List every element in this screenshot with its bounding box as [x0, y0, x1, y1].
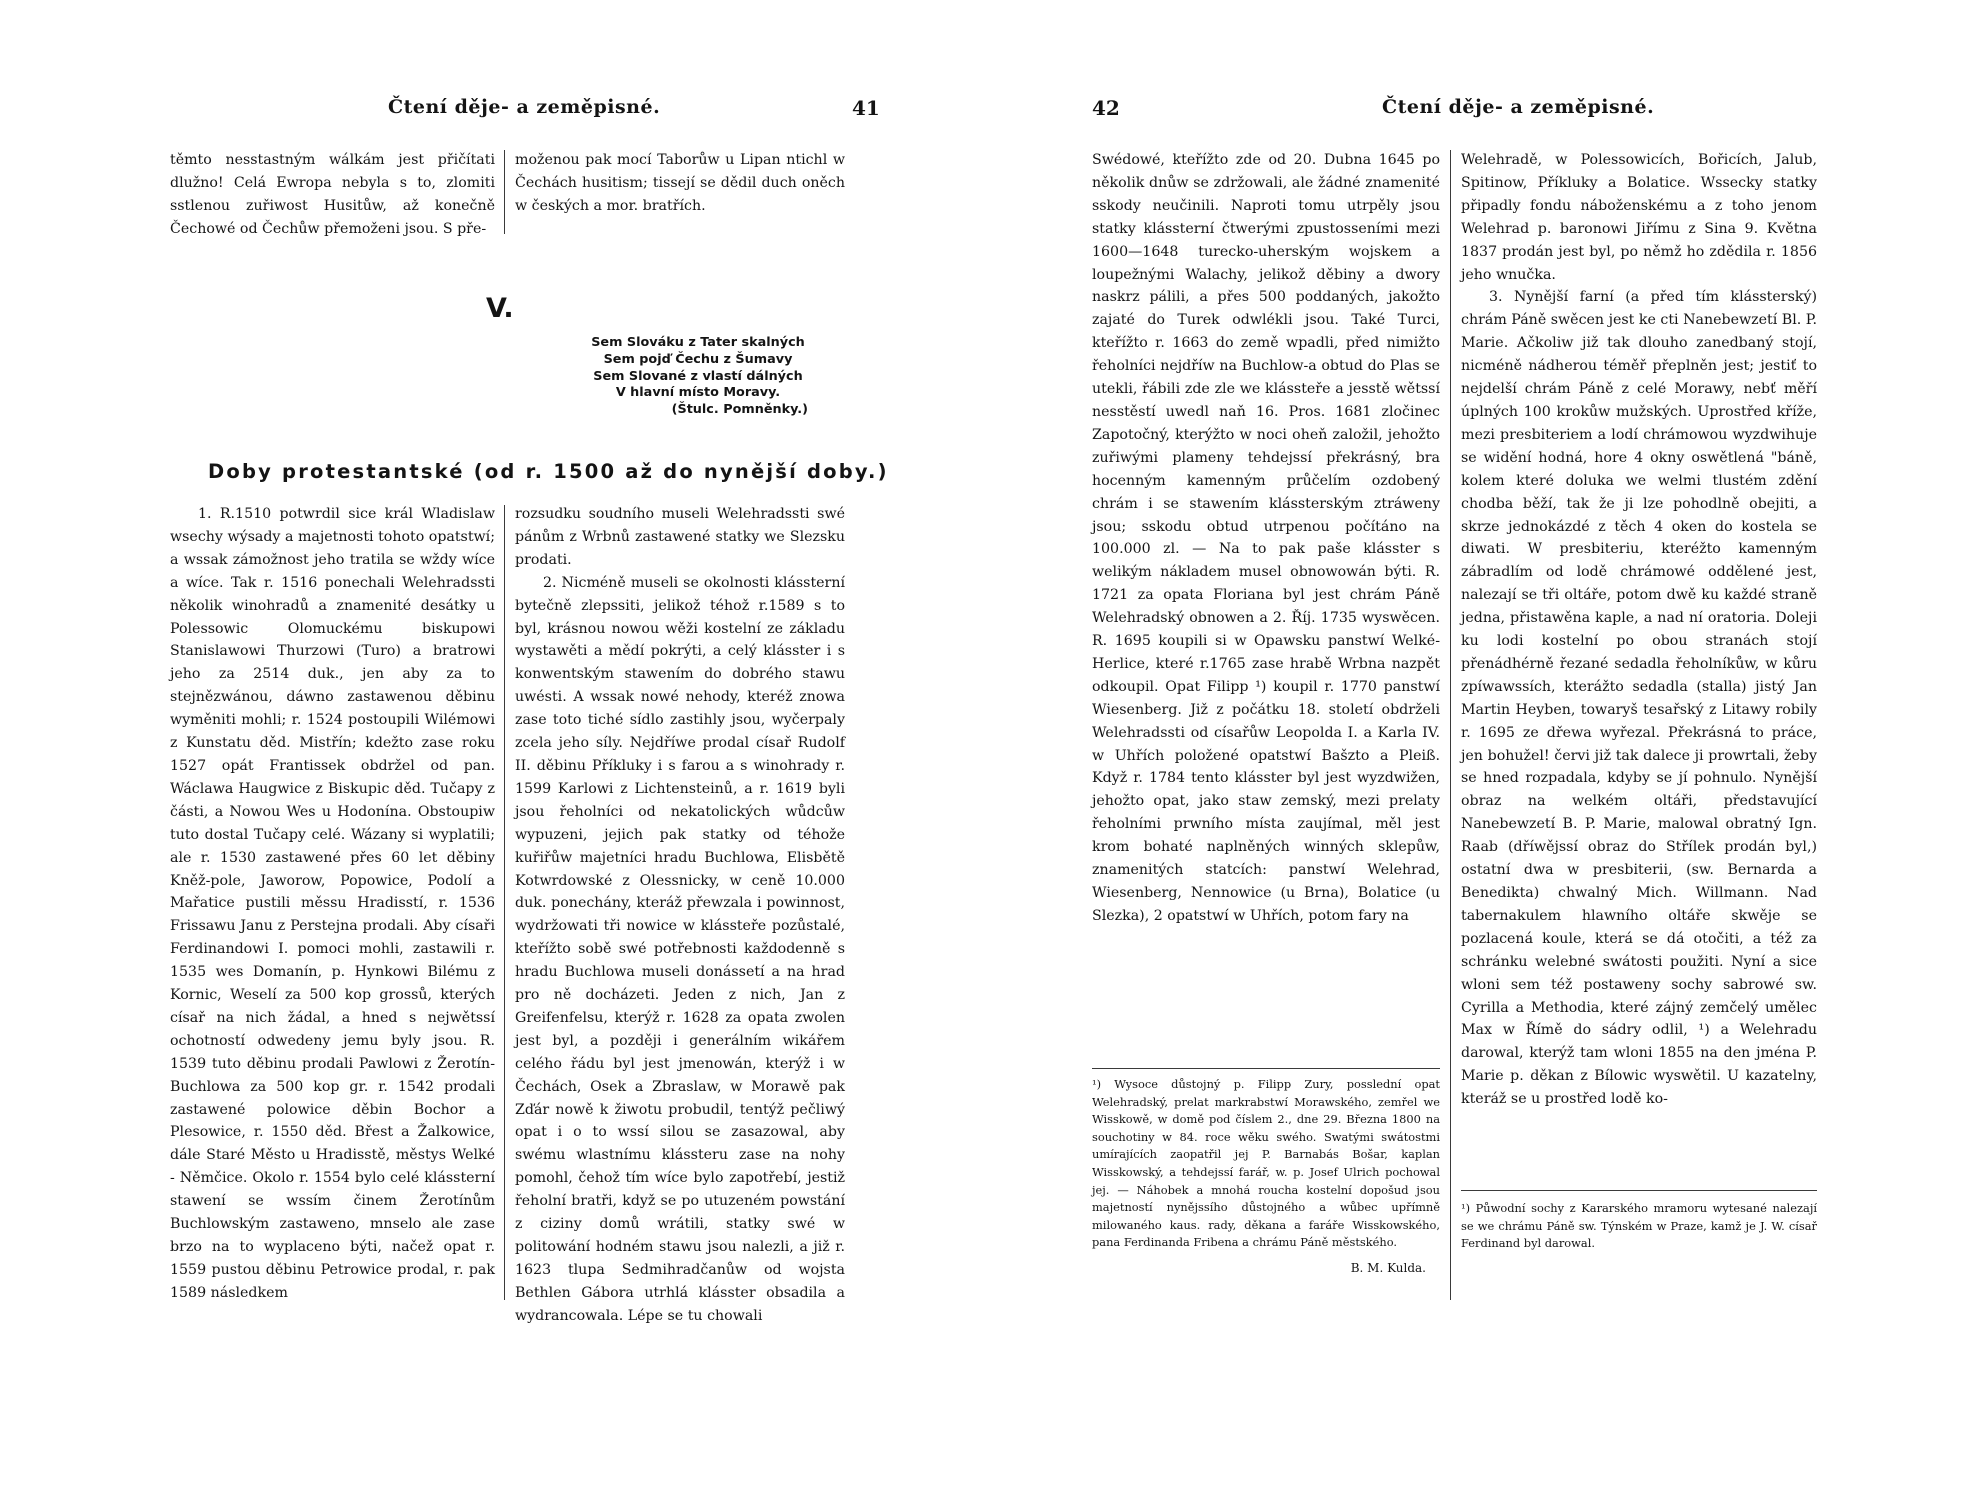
footnote-left	[1092, 1076, 1440, 1278]
body-left-paragraph: 1. R.1510 potwrdil sice král Wladislaw wsechy wýsady a majetnosti tohoto opatstwí; a wssak zámožnost jeho tratila se wždy wíce a wíce. Tak r. 1516 ponechali Welehradssti několik winohradů a znamenité desátky u Polessowic Olomuckému biskupowi Stanislawowi Thurzowi (Turo) a bratrowi jeho za 2514 duk., jen aby za to stejnězwánou, dáwno zastawenou děbinu wyměniti mohli; r. 1524 postoupili Wilémowi z Kunstatu děd. Mistřín; kdežto zase roku 1527 opát Frantissek obdržel od pan. Wáclawa Haugwice z Biskupic děd. Tučapy z části, a Nowou Wes u Hodonína. Obstoupiw tuto dostal Tučapy celé. Wázany si wyplatili; ale r. 1530 zastawené přes 60 let děbiny Kněž-pole, Jaworow, Popowice, Podolí a Mařatice pustili měssu Hradisstí, r. 1536 Frissawu Janu z Perstejna prodali. Aby císaři Ferdinandowi I. pomoci mohli, zastawili r. 1535 wes Domanín, p. Hynkowi Bilému z Kornic, Weselí za 500 kop grossů, kterých císař na nich žádal, a hned s nejwětssí ochotností odwedeny jemu byly jsou. R. 1539 tuto děbinu prodali Pawlowi z Žerotín-Buchlowa za 500 kop gr. r. 1542 prodali zastawené polowice děbin Bochor a Plesowice, r. 1550 děd. Břest a Žalkowice, dále Staré Město u Hradisstě, městys Welké - Němčice. Okolo r. 1554 bylo celé klássterní stawení se wssím činem Žerotínům Buchlowským zastaweno, mnselo ale zase brzo na to wyplaceno býti, načež opat r. 1559 pustou děbinu Petrowice prodal, r. pak 1589 následkem	[170, 506, 495, 1301]
running-head-right: Čtení děje- a zeměpisné.	[1382, 96, 1655, 118]
motto-line: V hlavní místo Moravy.	[615, 385, 781, 401]
right-page	[984, 0, 1968, 1500]
footnote-rule-right	[1461, 1190, 1817, 1191]
chapter-motto	[548, 335, 848, 419]
right-left-column	[1092, 149, 1440, 928]
section-title: Doby protestantské (od r. 1500 až do nynější doby.)	[208, 460, 889, 483]
top-left-column	[170, 149, 495, 241]
page-number-right: 42	[1092, 96, 1120, 120]
chapter-number: V.	[486, 293, 514, 324]
right-right-paragraph-2: 3. Nynější farní (a před tím klássterský) chrám Páně swěcen jest ke cti Nanebewzetí Bl. P. Marie. Ačkoliw již tak dlouho zanedbaný stojí, nicméně nádherou téměř přeplněn jest; jestiť to nejdelší chrám Páně z celé Morawy, nebť měří úplných 100 krokůw mužských. Uprostřed kříže, mezi presbiteriem a lodí chrámowou wyzdwihuje se widění hodná, hore 4 okny oswětlená "báně, kolem které doluka we welmi tlustém zdění chodba běží, tak že ji lze pohodlně obejiti, a skrze jednokázdé z těch 4 oken do kostela se diwati. W presbiteriu, kteréžto kamenným zábradlím od lodě chrámowé oddělené jest, nalezají se tři oltáře, potom dwě ku každé straně jedna, přistawěna kaple, a nad ní oratoria. Doleji ku lodi kostelní po obou stranách stojí přenádhérně řezané sedadla řeholníkůw, w kůru zpíwawssích, kterážto sedadla (stalla) jistý Jan Martin Heyben, towaryš tesařský z Litawy robily r. 1695 ze dřewa wyřezal. Překrásná to práce, jen bohužel! červi již tak dalece ji prowrtali, žeby se hned rozpadala, kdyby se jí pohnulo. Nynější obraz na welkém oltáři, představující Nanebewzetí B. P. Marie, malowal obratný Ign. Raab (dříwějssí obraz do Střílek prodán byl,) ostatní dwa w presbiterii, (sw. Bernarda a Benedikta) chwalný Mich. Willmann. Nad tabernakulem hlawního oltáře skwěje se pozlacená koule, která se dá otočiti, a též za schránku welebné swátosti použiti. Nyní a sice wloni sem též postaweny sochy sabrowé sw. Cyrilla a Methodia, které zájný zemčelý umělec Max w Římě do sádry odlil, ¹) a Welehradu darowal, kterýž tam wloni 1855 na den jména P. Marie p. děkan z Bílowic wyswětil. U kazatelny, kteráž se u prostřed lodě ko-	[1461, 289, 1817, 1108]
motto-attribution: (Štulc. Pomněnky.)	[671, 402, 808, 418]
right-right-paragraph-1: Welehradě, w Polessowicích, Bořicích, Jalub, Spitinow, Příkluky a Bolatice. Wssecky statky připadly fondu náboženskému a z toho jenom Welehrad p. baronowi Jiřímu z Sina 9. Května 1837 prodán jest byl, po němž ho zdědila r. 1856 jeho wnučka.	[1461, 152, 1817, 283]
footnote-right	[1461, 1200, 1817, 1253]
footnote-signature: B. M. Kulda.	[1350, 1260, 1426, 1275]
footnote-right-text: ¹) Půwodní sochy z Kararského mramoru wytesané nalezají se we chrámu Páně sw. Týnském w Praze, kamž je J. W. císař Ferdinand byl darowal.	[1461, 1201, 1817, 1251]
motto-line: Sem Slované z vlastí dálných	[593, 368, 803, 384]
body-right-paragraph-2: 2. Nicméně museli se okolnosti klássterní bytečně zlepssiti, jelikož téhož r.1589 s to byl, krásnou nowou wěži kostelní ze základu wystawěti a mědí pokrýti, a celý klásster i s konwentským stawením do dobrého stawu uwésti. A wssak nowé nehody, kteréž znowa zase toto tiché sídlo zastihly jsou, wyčerpaly zcela jeho síly. Nejdříwe prodal císař Rudolf II. děbinu Příkluky i s farou a s winohrady r. 1599 Karlowi z Lichtensteinů, a r. 1619 byli jsou řeholníci od nekatolických wůdcůw wypuzeni, jejich pak statky od téhože kuřiřůw majetníci hradu Buchlowa, Elisbětě Kotwrdowské z Olessnicky, w ceně 10.000 duk. ponechány, kteráž přewzala i powinnost, wydržowati tři nowice w klássteře pozůstalé, kteřížto sobě swé potřebnosti každodenně s hradu Buchlowa museli donássetí a na hrad pro ně docházeti. Jeden z nich, Jan z Greifenfelsu, kterýž r. 1628 za opata zwolen jest byl, a později i generálním wikářem celého řádu byl jest jmenowán, kterýž i w Čechách, Osek a Zbraslaw, w Morawě pak Zďár nowě k žiwotu probudil, tentýž pečliwý opat i o to wssí silou se zasazowal, aby swému wlastnímu klássteru zase na nohy pomohl, čehož tím wíce bylo zapotřebí, jestiž řeholní bratři, když se po utuzeném powstání z ciziny domů wrátili, statky swé w politowání hodném stawu jsou nalezli, a již r. 1623 tlupa Sedmihradčanůw od wojsta Bethlen Gábora utrhlá klásster obsadila a wydrancowala. Lépe se tu chowali	[515, 574, 845, 1324]
body-right-paragraph-1: rozsudku soudního museli Welehradssti swé pánům z Wrbnů zastawené statky we Slezsku prodati.	[515, 506, 845, 568]
page-number-left: 41	[852, 96, 880, 120]
footnote-rule-left	[1092, 1068, 1440, 1069]
body-column-rule	[504, 505, 505, 1300]
right-column-rule	[1450, 150, 1451, 1300]
right-left-paragraph: Swédowé, kteřížto zde od 20. Dubna 1645 po několik dnůw se zdržowali, ale žádné znamenité sskody neučinili. Naproti tomu utrpěly jsou statky klássterní čtwerými zpustosseními mezi 1600—1648 turecko-uherským wojskem a loupežnými Walachy, jelikož děbiny a dwory naskrz pálili, a přes 500 poddaných, jakožto zajaté do Turek odwlékli jsou. Také Turci, kteřížto r. 1663 do země wpadli, před nimižto řeholníci nejdříw na Buchlow-a obtud do Plas se utekli, řábili zde zle we klássteře a jesstě wětssí nesstěstí uwedl naň 16. Pros. 1681 zločinec Zapotočný, kterýžto w noci oheň založil, jehožto zuřiwými plameny tehdejssí překrásný, bra hocenným kamenným průčelím ozdobený chrám i se stawením klássterským ztráweny jsou; sskodu obtud utrpenou počítáno na 100.000 zl. — Na to pak paše klásster s welikým nákladem musel obnowowán býti. R. 1721 za opata Floriana byl jest chrám Páně Welehradský obnowen a 2. Říj. 1735 wyswěcen. R. 1695 koupili si w Opawsku panstwí Welké-Herlice, které r.1765 zase hrabě Wrbna nazpět odkoupil. Opat Filipp ¹) koupil r. 1770 panstwí Wiesenberg. Již z počátku 18. století obdrželi Welehradssti od císařůw Leopolda I. a Karla IV. w Uhřích položené opatstwí Bašzto a Pleiß. Když r. 1784 tento klásster byl jest wyzdwižen, jehožto opat, jako staw zemský, mezi prelaty řeholními prwního místa zaujímal, měl jest krom bohaté naplněných winných sklepůw, znamenitých statcích: panstwí Welehrad, Wiesenberg, Nennowice (u Brna), Bolatice (u Slezka), 2 opatstwí w Uhřích, potom fary na	[1092, 152, 1440, 924]
body-left-column	[170, 503, 495, 1305]
top-right-paragraph: moženou pak mocí Taborůw u Lipan ntichl w Čechách husitism; tissejí se dědil duch oněch w českých a mor. bratřích.	[515, 152, 845, 214]
motto-line: Sem pojď Čechu z Šumavy	[603, 351, 793, 367]
top-right-column	[515, 149, 845, 218]
top-column-rule	[504, 150, 505, 234]
body-right-column	[515, 503, 845, 1328]
footnote-left-text: ¹) Wysoce důstojný p. Filipp Zury, posslední opat Welehradský, prelat markrabstwí Morawského, zemřel we Wisskowě, w domě pod číslem 2., dne 29. Března 1800 na souchotiny w 84. roce wěku swého. Swatými swátostmi umírajících zaopatřil jej P. Barnabás Bošar, kaplan Wisskowský, a tehdejssí farář, w. p. Josef Ulrich pochowal jej. — Náhobek a mnohá roucha kostelní dopošud jsou majetností nynějssího důstojného a wůbec upřímně milowaného kaus. rady, děkana a faráře Wisskowského, pana Ferdinanda Fribena a chrámu Páně městského.	[1092, 1077, 1440, 1250]
motto-line: Sem Slováku z Tater skalných	[591, 335, 805, 350]
right-right-column	[1461, 149, 1817, 1111]
top-left-paragraph: těmto nesstastným wálkám jest přičítati dlužno! Celá Ewropa nebyla s to, zlomiti sstlenou zuřiwost Husitůw, až konečně Čechowé od Čechůw přemoženi jsou. S pře-	[170, 152, 495, 237]
running-head-left: Čtení děje- a zeměpisné.	[388, 96, 661, 118]
